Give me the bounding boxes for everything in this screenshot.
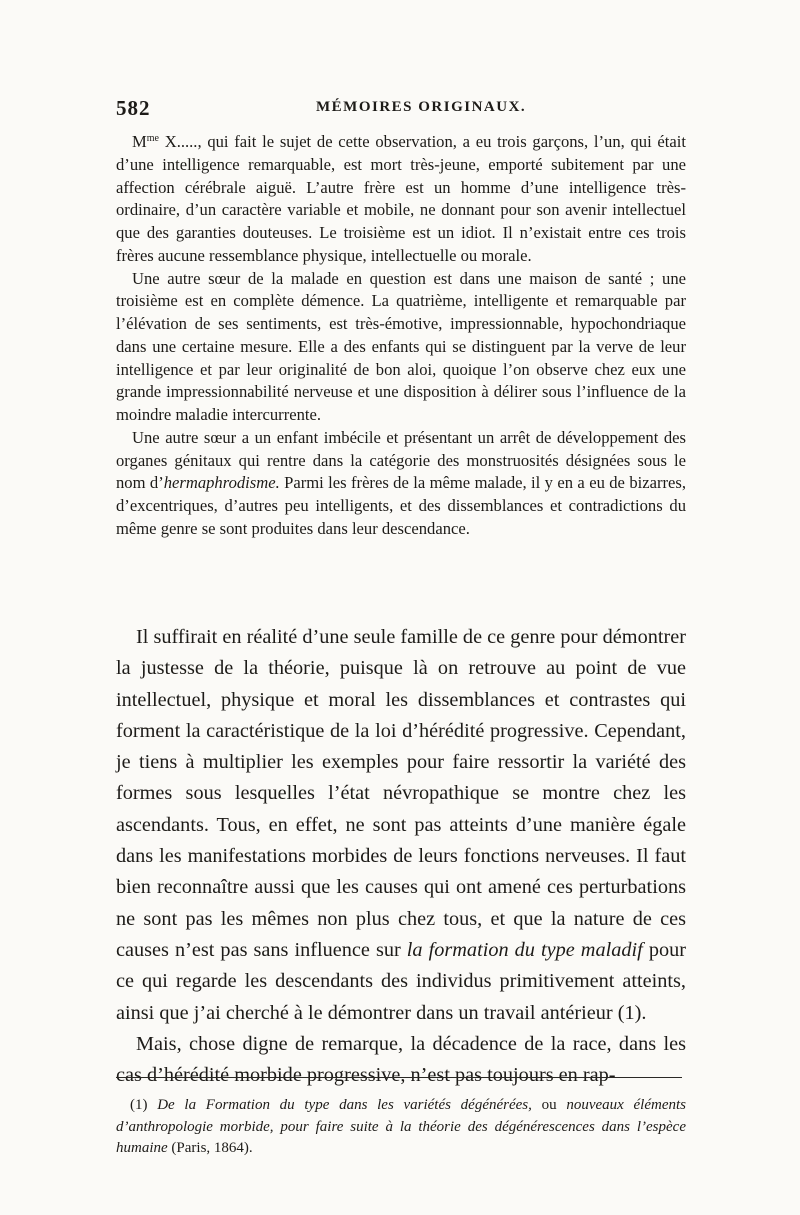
italic-title: De la Formation du type dans les variétés dégénérées, bbox=[157, 1097, 532, 1113]
text-run: pour ce qui regarde les descendants des individus primitivement atteints, ainsi que j’ai cherché à le démontrer dans un travail antérieur (1). bbox=[116, 938, 686, 1024]
italic-term: hermaphrodisme. bbox=[163, 473, 280, 493]
page-number: 582 bbox=[116, 96, 151, 120]
text-run: (Paris, 1864). bbox=[167, 1140, 253, 1156]
paragraph bbox=[116, 622, 686, 1029]
italic-phrase: la formation du type maladif bbox=[406, 938, 643, 961]
case-observation-text bbox=[116, 128, 686, 541]
text-run: Parmi les frères de la même malade, il y en a eu de bizarres, d’excentriques, d’autres peu intelligents, et des dissemblances et contradictions du même genre se sont produites dans leur descendance. bbox=[116, 473, 686, 538]
text-run: X....., qui fait le sujet de cette observation, a eu trois garçons, l’un, qui était d’une intelligence remarquable, est mort très-jeune, emporté subitement par une affection cérébrale aiguë. L’autre frère est un homme d’une intelligence très-ordinaire, d’un caractère variable et mobile, ne donnant pour son avenir intellectuel que des garanties douteuses. Le troisième est un idiot. Il n’existait entre ces trois frères aucune ressemblance physique, intellectuelle ou morale. bbox=[116, 132, 686, 265]
paragraph: Une autre sœur de la malade en question est dans une maison de santé ; une troisième est en complète démence. La quatrième, intelligente et remarquable par l’élévation de ses sentiments, est très-émotive, impressionnable, hypochondriaque dans une certaine mesure. Elle a des enfants qui se distinguent par la verve de leur intelligence et par leur originalité de bon aloi, quoique l’on observe chez eux une grande impressionnabilité nerveuse et une disposition à délirer sous l’influence de la moindre maladie intercurrente. bbox=[116, 268, 686, 424]
footnote-rule bbox=[116, 1077, 682, 1078]
paragraph bbox=[116, 427, 686, 541]
text-run: Il suffirait en réalité d’une seule famille de ce genre pour démontrer la justesse de la théorie, puisque là on retrouve au point de vue intellectuel, physique et moral les dissemblances et contrastes qui forment la caractéristique de la loi d’hérédité progressive. Cependant, je tiens à multiplier les exemples pour faire ressortir la variété des formes sous lesquelles l’état névropathique se montre chez les ascendants. Tous, en effet, ne sont pas atteints d’une manière égale dans les manifestations morbides de leurs fonctions nerveuses. Il faut bien reconnaître aussi que les causes qui ont amené ces perturbations ne sont pas les mêmes non plus chez tous, et que la nature de ces causes n’est pas sans influence sur bbox=[116, 626, 686, 961]
text-run: M bbox=[132, 132, 147, 151]
main-text bbox=[116, 622, 686, 1091]
superscript: me bbox=[146, 133, 159, 144]
footnote bbox=[116, 1095, 686, 1160]
text-run: Une autre sœur a un enfant imbécile et présentant un arrêt de développement des organes génitaux qui rentre dans la catégorie des monstruosités désignées sous le nom d’ bbox=[116, 427, 686, 493]
paragraph: Mais, chose digne de remarque, la décadence de la race, dans les cas d’hérédité morbide progressive, n’est pas toujours en rap- bbox=[116, 1032, 686, 1087]
page-header bbox=[116, 96, 686, 124]
footnote-marker: (1) bbox=[130, 1097, 158, 1113]
paragraph bbox=[116, 128, 686, 268]
italic-title: nouveaux éléments d’anthropologie morbide, pour faire suite à la théorie des dégénérescences dans l’espèce humaine bbox=[116, 1097, 686, 1156]
running-title: MÉMOIRES ORIGINAUX. bbox=[316, 99, 527, 115]
footnote-paragraph bbox=[116, 1095, 686, 1160]
text-run: ou bbox=[531, 1097, 567, 1113]
